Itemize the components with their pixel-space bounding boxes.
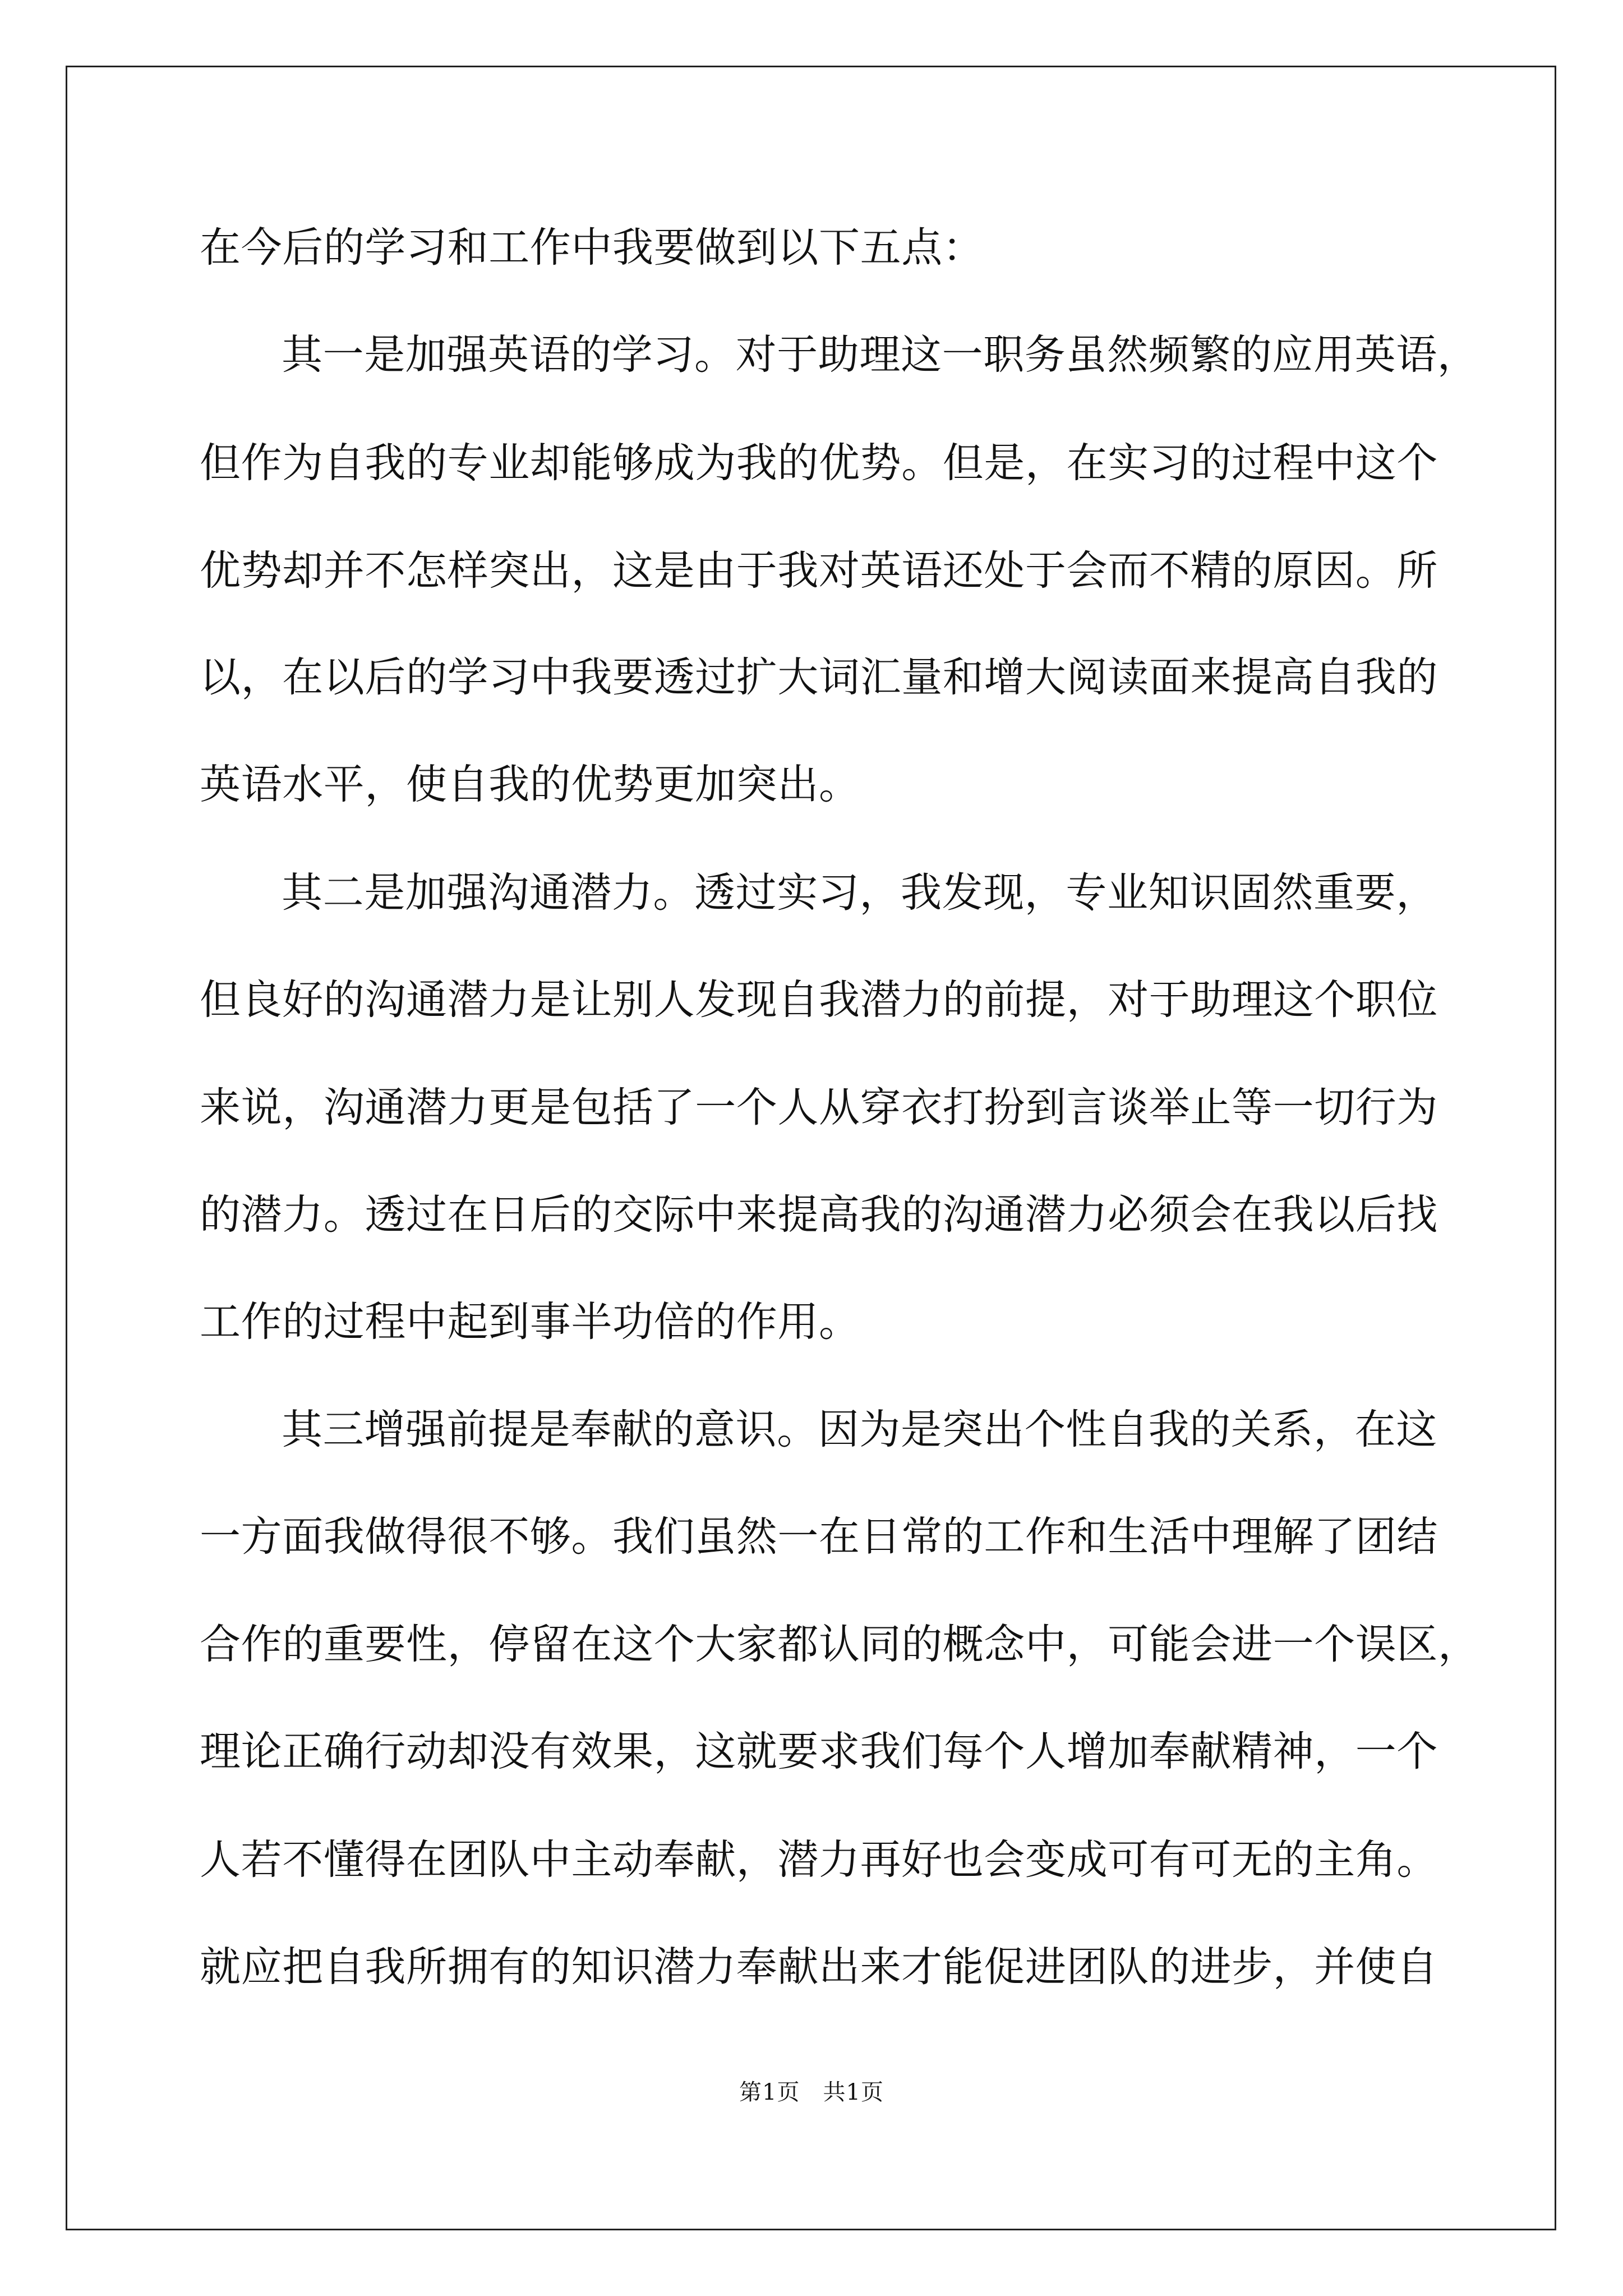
text-line: 以，在以后的学习中我要透过扩大词汇量和增大阅读面来提高自我的 (200, 654, 1438, 701)
text-line: 在今后的学习和工作中我要做到以下五点： (200, 224, 984, 272)
text-line: 但作为自我的专业却能够成为我的优势。但是，在实习的过程中这个 (200, 439, 1438, 487)
text-line: 一方面我做得很不够。我们虽然一在日常的工作和生活中理解了团结 (200, 1513, 1438, 1561)
text-line: 来说，沟通潜力更是包括了一个人从穿衣打扮到言谈举止等一切行为 (200, 1084, 1438, 1131)
paragraph-first-line: 其二是加强沟通潜力。透过实习，我发现，专业知识固然重要， (282, 869, 1437, 917)
text-line: 合作的重要性，停留在这个大家都认同的概念中，可能会进一个误区， (200, 1621, 1479, 1668)
text-line: 但良好的沟通潜力是让别人发现自我潜力的前提，对于助理这个职位 (200, 976, 1438, 1024)
text-line: 的潜力。透过在日后的交际中来提高我的沟通潜力必须会在我以后找 (200, 1191, 1438, 1239)
page-border (66, 66, 1556, 2230)
text-line: 英语水平，使自我的优势更加突出。 (200, 761, 860, 808)
text-line: 工作的过程中起到事半功倍的作用。 (200, 1298, 860, 1346)
text-line: 优势却并不怎样突出，这是由于我对英语还处于会而不精的原因。所 (200, 547, 1438, 595)
text-line: 理论正确行动却没有效果，这就要求我们每个人增加奉献精神，一个 (200, 1728, 1438, 1775)
text-line: 人若不懂得在团队中主动奉献，潜力再好也会变成可有可无的主角。 (200, 1836, 1438, 1884)
text-line: 就应把自我所拥有的知识潜力奉献出来才能促进团队的进步，并使自 (200, 1943, 1438, 1991)
paragraph-first-line: 其一是加强英语的学习。对于助理这一职务虽然频繁的应用英语， (282, 331, 1479, 379)
paragraph-first-line: 其三增强前提是奉献的意识。因为是突出个性自我的关系，在这 (282, 1406, 1437, 1453)
page-number-footer: 第1页 共1页 (739, 2079, 884, 2105)
